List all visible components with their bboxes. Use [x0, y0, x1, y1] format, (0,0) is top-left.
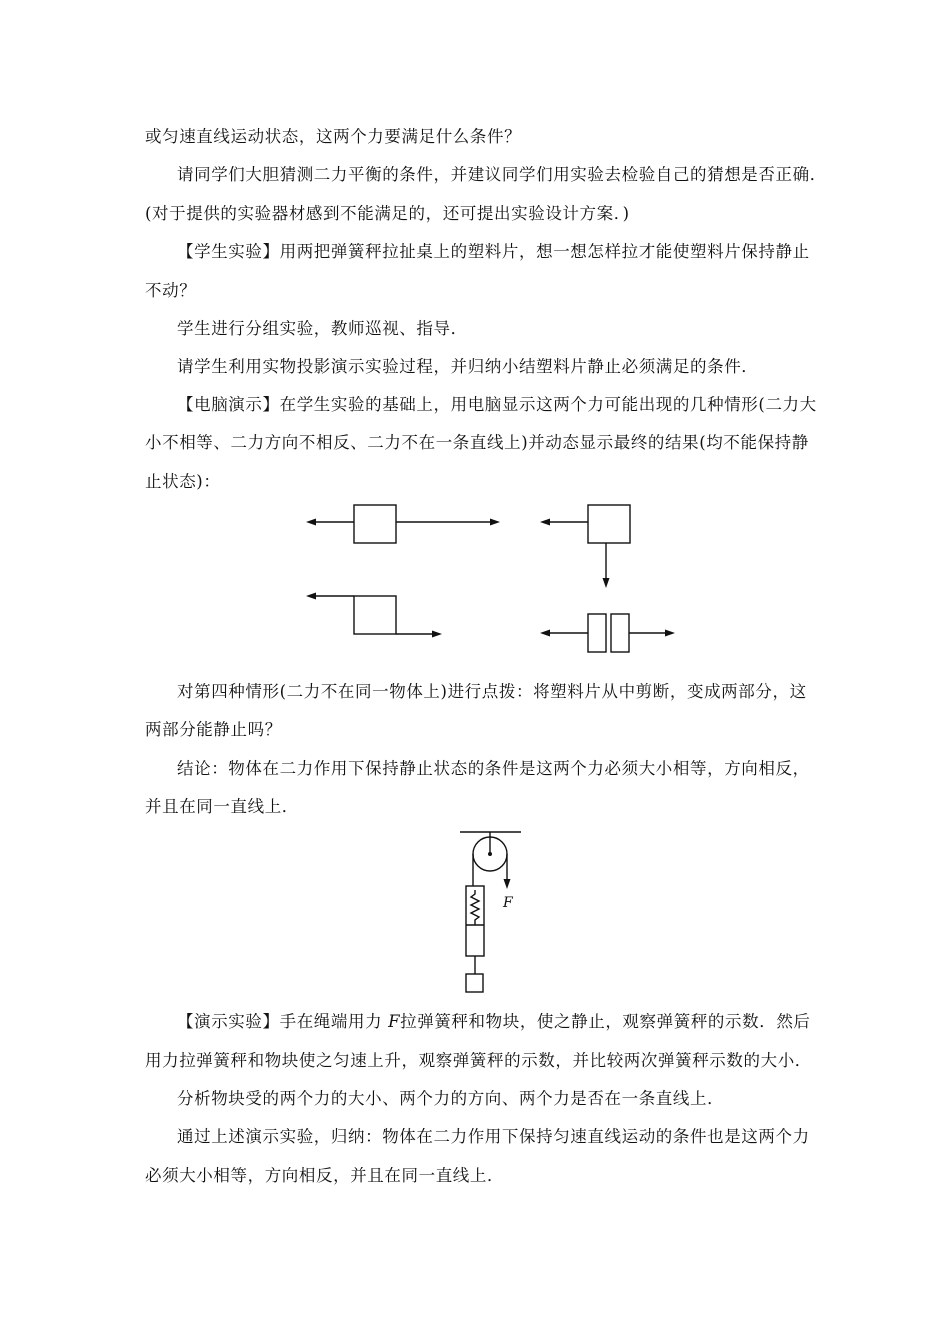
paragraph-text: 用两把弹簧秤拉扯桌上的塑料片，想一想怎样拉才能使塑料片保持静止	[279, 242, 810, 261]
arrowhead	[540, 630, 550, 637]
paragraph-line	[177, 1011, 811, 1033]
paragraph-line: 用力拉弹簧秤和物块使之匀速上升，观察弹簧秤的示数，并比较两次弹簧秤示数的大小．	[145, 1051, 812, 1070]
arrowhead	[432, 631, 442, 638]
paragraph-line: 结论：物体在二力作用下保持静止状态的条件是这两个力必须大小相等，方向相反，	[177, 759, 810, 778]
arrowhead	[665, 630, 675, 637]
section-tag: 【电脑演示】	[177, 395, 280, 414]
section-tag: 【学生实验】	[177, 242, 280, 261]
block-case-1	[354, 505, 396, 543]
pulley-wheel	[473, 837, 507, 871]
paragraph-line: 或匀速直线运动状态，这两个力要满足什么条件？	[145, 127, 522, 146]
spring-coil	[471, 890, 479, 925]
paragraph-line: 对第四种情形(二力不在同一物体上)进行点拨：将塑料片从中剪断，变成两部分，这	[177, 682, 807, 701]
spring-balance	[466, 886, 484, 956]
paragraph-text: 拉弹簧秤和物块，使之静止，观察弹簧秤的示数．然后	[400, 1012, 811, 1031]
arrowhead	[490, 519, 500, 526]
paragraph-line: 通过上述演示实验，归纳：物体在二力作用下保持匀速直线运动的条件也是这两个力	[177, 1127, 810, 1146]
paragraph-line: 分析物块受的两个力的大小、两个力的方向、两个力是否在一条直线上．	[177, 1089, 725, 1108]
paragraph-line	[177, 241, 810, 263]
weight-block	[466, 974, 483, 992]
arrowhead	[603, 578, 610, 588]
paragraph-line	[177, 394, 817, 416]
block-case-4-left	[588, 614, 606, 652]
force-label: F	[503, 895, 513, 911]
paragraph-line: 止状态)：	[145, 472, 221, 491]
paragraph-line: 请同学们大胆猜测二力平衡的条件，并建议同学们用实验去检验自己的猜想是否正确．	[177, 165, 827, 184]
paragraph-line: 两部分能静止吗？	[145, 720, 282, 739]
paragraph-line: 必须大小相等，方向相反，并且在同一直线上．	[145, 1166, 505, 1185]
arrowhead	[306, 593, 316, 600]
paragraph-text: 在学生实验的基础上，用电脑显示这两个力可能出现的几种情形(二力大	[279, 395, 817, 414]
pulley-axle	[488, 852, 492, 856]
force-arrow-down	[504, 879, 511, 889]
arrowhead	[306, 519, 316, 526]
paragraph-line: 不动？	[145, 281, 197, 300]
block-case-2	[588, 505, 630, 543]
force-symbol: F	[388, 1012, 401, 1031]
section-tag: 【演示实验】	[177, 1012, 280, 1031]
paragraph-line: 并且在同一直线上．	[145, 797, 299, 816]
block-case-4-right	[611, 614, 629, 652]
paragraph-line: (对于提供的实验器材感到不能满足的，还可提出实验设计方案．)	[145, 204, 630, 223]
paragraph-text: 手在绳端用力	[279, 1012, 389, 1031]
arrowhead	[540, 519, 550, 526]
paragraph-line: 学生进行分组实验，教师巡视、指导．	[177, 319, 468, 338]
paragraph-line: 请学生利用实物投影演示实验过程，并归纳小结塑料片静止必须满足的条件．	[177, 357, 759, 376]
paragraph-line: 小不相等、二力方向不相反、二力不在一条直线上)并动态显示最终的结果(均不能保持静	[145, 433, 809, 452]
block-case-3	[354, 596, 396, 634]
